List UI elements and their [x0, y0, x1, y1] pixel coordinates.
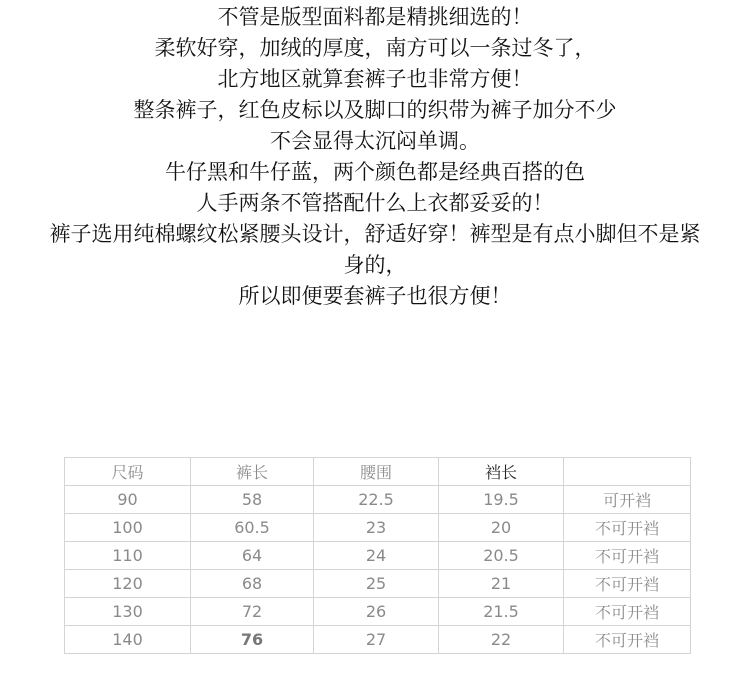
cell-length: 72	[191, 598, 314, 626]
cell-rise: 20	[439, 514, 564, 542]
product-description	[0, 2, 750, 312]
cell-size: 140	[65, 626, 191, 654]
cell-rise: 22	[439, 626, 564, 654]
cell-size: 100	[65, 514, 191, 542]
table-row	[65, 626, 691, 654]
table-row	[65, 542, 691, 570]
description-line: 人手两条不管搭配什么上衣都妥妥的！	[196, 191, 554, 215]
cell-note: 不可开裆	[564, 570, 691, 598]
cell-length: 64	[191, 542, 314, 570]
cell-size: 90	[65, 486, 191, 514]
cell-size: 110	[65, 542, 191, 570]
cell-length: 58	[191, 486, 314, 514]
table-row	[65, 570, 691, 598]
header-rise: 裆长	[439, 458, 564, 486]
cell-waist: 26	[314, 598, 439, 626]
description-line: 北方地区就算套裤子也非常方便！	[217, 67, 533, 91]
cell-rise: 20.5	[439, 542, 564, 570]
cell-rise: 21	[439, 570, 564, 598]
cell-length: 60.5	[191, 514, 314, 542]
table-header-row	[65, 458, 691, 486]
description-line: 所以即便要套裤子也很方便！	[238, 284, 512, 308]
cell-note: 不可开裆	[564, 626, 691, 654]
cell-rise: 21.5	[439, 598, 564, 626]
cell-length: 76	[191, 626, 314, 654]
cell-waist: 23	[314, 514, 439, 542]
cell-size: 130	[65, 598, 191, 626]
cell-size: 120	[65, 570, 191, 598]
cell-waist: 25	[314, 570, 439, 598]
cell-note: 不可开裆	[564, 598, 691, 626]
cell-note: 不可开裆	[564, 514, 691, 542]
description-line: 柔软好穿，加绒的厚度，南方可以一条过冬了，	[154, 36, 596, 60]
description-line: 裤子选用纯棉螺纹松紧腰头设计，舒适好穿！裤型是有点小脚但不是紧	[49, 222, 701, 246]
cell-waist: 24	[314, 542, 439, 570]
description-line: 不会显得太沉闷单调。	[270, 129, 480, 153]
header-waist: 腰围	[314, 458, 439, 486]
cell-waist: 27	[314, 626, 439, 654]
header-note	[564, 458, 691, 486]
cell-rise: 19.5	[439, 486, 564, 514]
table-row	[65, 514, 691, 542]
size-chart-table	[64, 457, 691, 654]
cell-note: 不可开裆	[564, 542, 691, 570]
header-size: 尺码	[65, 458, 191, 486]
cell-waist: 22.5	[314, 486, 439, 514]
header-length: 裤长	[191, 458, 314, 486]
cell-note: 可开裆	[564, 486, 691, 514]
description-line: 不管是版型面料都是精挑细选的！	[217, 5, 533, 29]
description-line: 整条裤子，红色皮标以及脚口的织带为裤子加分不少	[133, 98, 617, 122]
table-row	[65, 598, 691, 626]
table-row	[65, 486, 691, 514]
cell-length: 68	[191, 570, 314, 598]
description-line: 身的，	[343, 253, 407, 277]
description-line: 牛仔黑和牛仔蓝，两个颜色都是经典百搭的色	[165, 160, 585, 184]
